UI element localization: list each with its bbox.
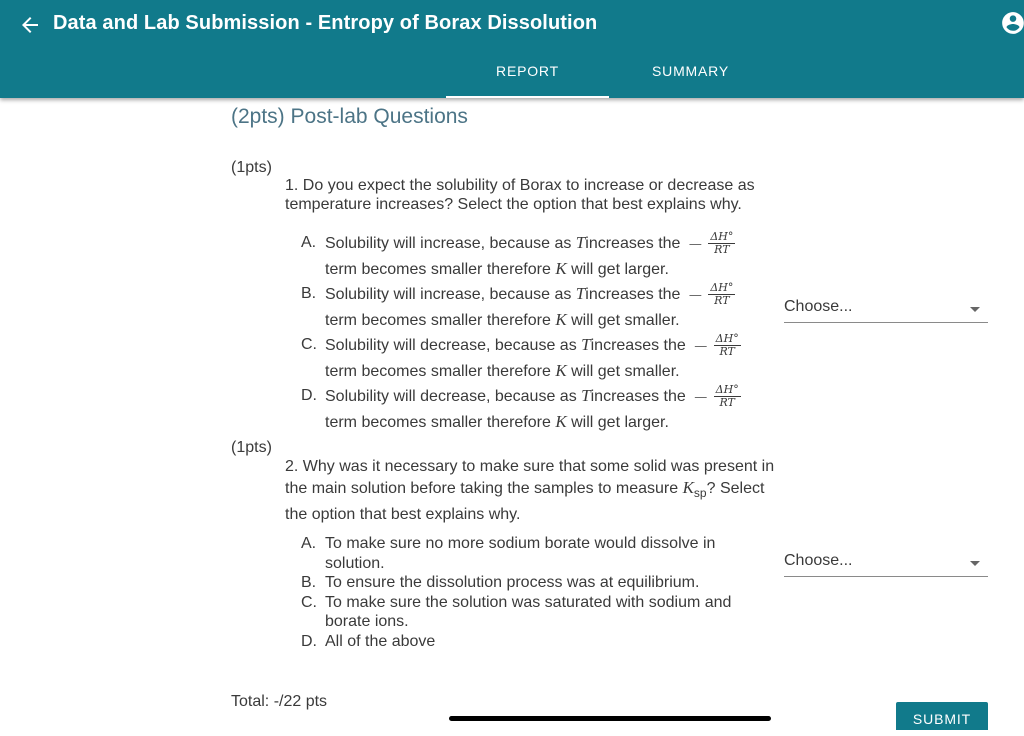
question-1-points: (1pts) (231, 159, 272, 176)
option-line-1: Solubility will decrease, because as Tincreases the — $\frac{\Delta H^\circ}{RT}$ (325, 383, 739, 410)
question-1-option-a: A. Solubility will increase, because as Tincreases the — $\frac{\Delta H^\circ}{RT}$ term becomes smaller therefore K will get larger. (301, 231, 771, 282)
section-title: (2pts) Post-lab Questions (231, 105, 468, 128)
submit-button[interactable]: SUBMIT (896, 702, 988, 730)
dropdown-caret-icon (970, 561, 980, 566)
account-circle-icon[interactable] (1000, 10, 1024, 36)
question-2-options (301, 534, 771, 651)
option-line-2: term becomes smaller therefore K will get larger. (325, 259, 669, 278)
home-indicator[interactable] (449, 716, 771, 721)
fraction: $\frac{\Delta H^\circ}{RT}$ (710, 281, 734, 308)
app-bar (0, 0, 1024, 98)
minus-sign: — (688, 237, 702, 252)
option-line-2: term becomes smaller therefore K will get smaller. (325, 361, 680, 380)
question-2-option-a: A. To make sure no more sodium borate would dissolve in solution. (301, 535, 716, 572)
fraction: $\frac{\Delta H^\circ}{RT}$ (710, 230, 734, 257)
question-1-option-b: B. Solubility will increase, because as Tincreases the — $\frac{\Delta H^\circ}{RT}$ term becomes smaller therefore K will get smaller. (301, 282, 771, 333)
option-line-1: Solubility will decrease, because as Tincreases the — $\frac{\Delta H^\circ}{RT}$ (325, 332, 739, 359)
question-1-options (301, 231, 771, 435)
dropdown-caret-icon (970, 307, 980, 312)
question-1-option-c: C. Solubility will decrease, because as Tincreases the — $\frac{\Delta H^\circ}{RT}$ term becomes smaller therefore K will get smaller. (301, 333, 771, 384)
question-1-text: 1. Do you expect the solubility of Borax to increase or decrease as temperature increases? Select the option that best explains why. (285, 177, 755, 213)
question-2-option-b: B. To ensure the dissolution process was at equilibrium. (301, 574, 700, 591)
minus-sign: — (694, 339, 708, 354)
question-1-option-d: D. Solubility will decrease, because as Tincreases the — $\frac{\Delta H^\circ}{RT}$ term becomes smaller therefore K will get larger. (301, 384, 771, 435)
option-line-1: Solubility will increase, because as Tincreases the — $\frac{\Delta H^\circ}{RT}$ (325, 281, 734, 308)
fraction: $\frac{\Delta H^\circ}{RT}$ (715, 332, 739, 359)
fraction: $\frac{\Delta H^\circ}{RT}$ (715, 383, 739, 410)
question-2-points: (1pts) (231, 439, 272, 456)
total-points: Total: -/22 pts (231, 693, 328, 710)
arrow-left-icon[interactable] (18, 13, 42, 37)
minus-sign: — (688, 288, 702, 303)
tab-report[interactable]: REPORT (446, 48, 609, 98)
tab-summary[interactable]: SUMMARY (652, 63, 729, 79)
question-2-option-c: C. To make sure the solution was saturated with sodium and borate ions. (301, 593, 732, 630)
question-1-select[interactable]: Choose... (784, 298, 988, 323)
question-2-select[interactable]: Choose... (784, 552, 988, 577)
question-2-text: 2. Why was it necessary to make sure that some solid was present in the main solution before taking the samples to measure $K_{sp}$? Select the option that best explains why. (285, 458, 775, 524)
option-line-2: term becomes smaller therefore K will get smaller. (325, 310, 680, 329)
minus-sign: — (694, 390, 708, 405)
question-2-option-d: D. All of the above (301, 632, 436, 650)
page-title: Data and Lab Submission - Entropy of Borax Dissolution (53, 12, 598, 34)
option-line-2: term becomes smaller therefore K will get larger. (325, 412, 669, 431)
option-line-1: Solubility will increase, because as Tincreases the — $\frac{\Delta H^\circ}{RT}$ (325, 230, 734, 257)
